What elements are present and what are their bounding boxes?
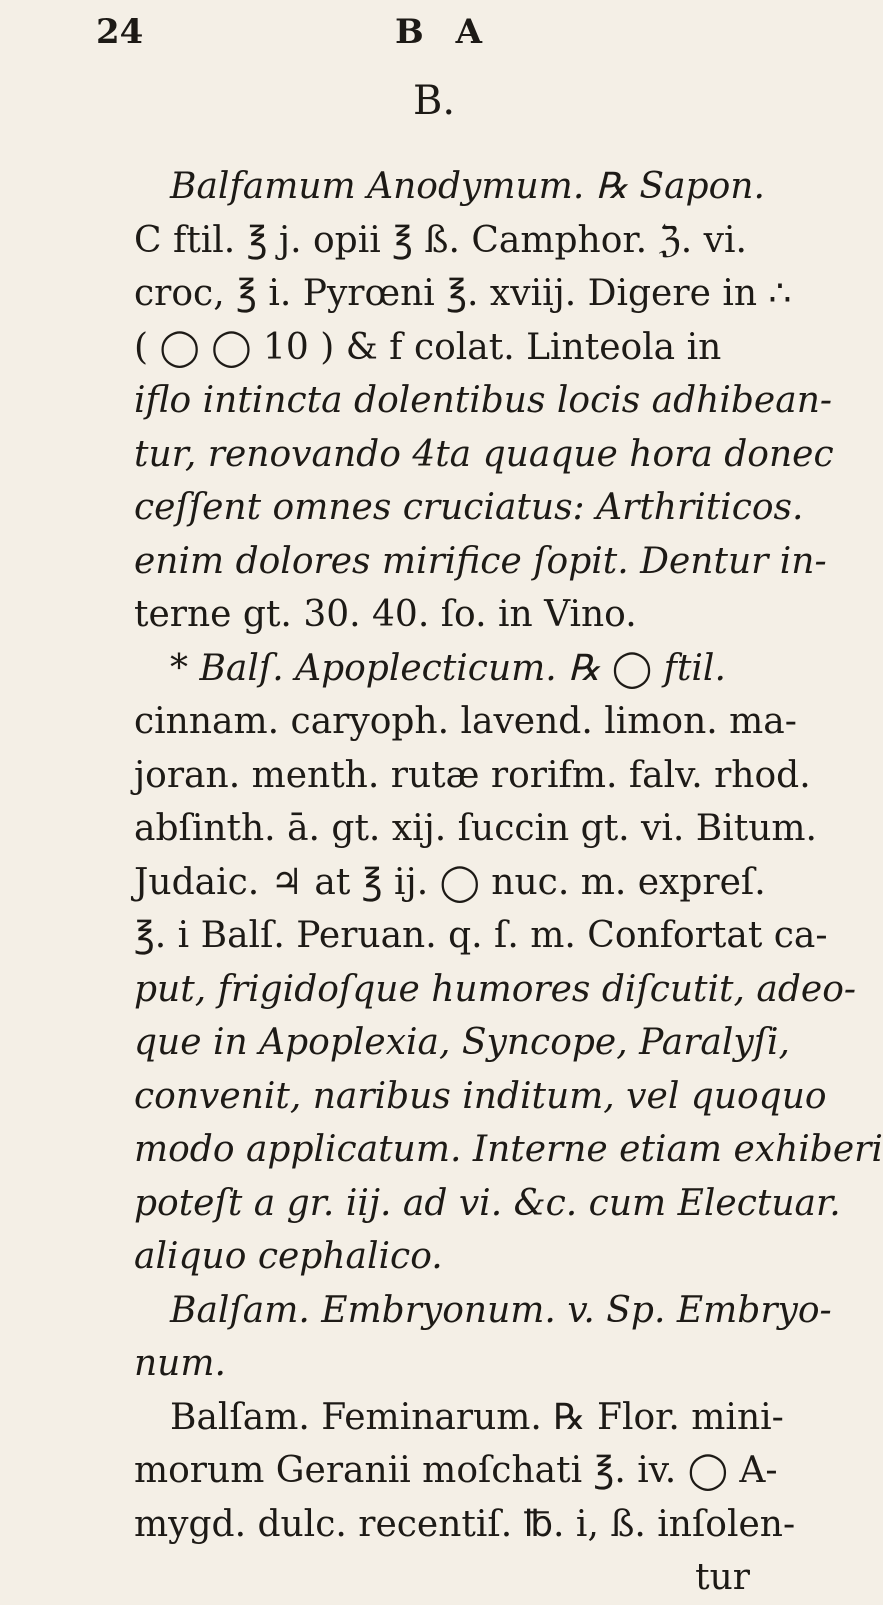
text-line: convenit, naribus inditum, vel quoquo	[134, 1075, 827, 1117]
text-line: terne gt. 30. 40. ſo. in Vino.	[134, 594, 637, 635]
text-line: cinnam. caryoph. lavend. limon. ma-	[134, 701, 797, 742]
text-line: num.	[134, 1343, 226, 1384]
text-line: joran. menth. rutæ rorifm. falv. rhod.	[134, 754, 811, 796]
text-line: Judaic. ♃ at ℥ ij. ◯ nuc. m. expreſ.	[134, 861, 766, 903]
text-line: tur	[695, 1557, 750, 1598]
text-line: ceſſent omnes cruciatus: Arthriticos.	[134, 487, 804, 528]
text-line: morum Geranii moſchati ℥. iv. ◯ A-	[134, 1450, 778, 1491]
text-line: tur, renovando 4ta quaque hora donec	[134, 433, 834, 475]
text-line: croc, ℥ i. Pyrœni ℥. xviij. Digere in ∴	[134, 273, 792, 314]
running-head	[0, 12, 800, 62]
text-line: aliquo cephalico.	[134, 1236, 443, 1277]
section-heading	[0, 78, 800, 124]
text-line: modo applicatum. Interne etiam exhiberi	[134, 1129, 883, 1170]
text-block	[134, 160, 883, 1605]
text-line: Balfamum Anodymum. ℞ Sapon.	[170, 166, 765, 207]
text-line: mygd. dulc. recentiſ. ℔. i, ß. inſolen-	[134, 1503, 796, 1545]
text-line: put, frigidoſque humores diſcutit, adeo-	[134, 968, 857, 1010]
section-letter: B.	[412, 78, 456, 124]
text-line: ℥. i Balſ. Peruan. q. ſ. m. Confortat ca-	[134, 915, 828, 956]
page-number: 24	[96, 12, 144, 52]
running-title: B A	[395, 12, 492, 52]
text-line: ( ◯ ◯ 10 ) & f colat. Linteola in	[134, 326, 722, 368]
text-line: * Balſ. Apoplecticum. ℞ ◯ ftil.	[170, 647, 726, 689]
text-line: Balſam. Feminarum. ℞ Flor. mini-	[170, 1396, 784, 1438]
text-line: abſinth. ā. gt. xij. ſuccin gt. vi. Bitum.	[134, 808, 817, 849]
text-line: C ftil. ℥ j. opii ℥ ß. Camphor. ℨ. vi.	[134, 219, 747, 261]
text-line: Balſam. Embryonum. v. Sp. Embryo-	[170, 1289, 832, 1331]
text-line: enim dolores mirifice ſopit. Dentur in-	[134, 540, 827, 582]
text-line: iflo intincta dolentibus locis adhibean-	[134, 380, 833, 421]
text-line: poteſt a gr. iij. ad vi. &c. cum Electuar.	[134, 1182, 841, 1224]
text-line: que in Apoplexia, Syncope, Paralyſi,	[134, 1022, 790, 1063]
